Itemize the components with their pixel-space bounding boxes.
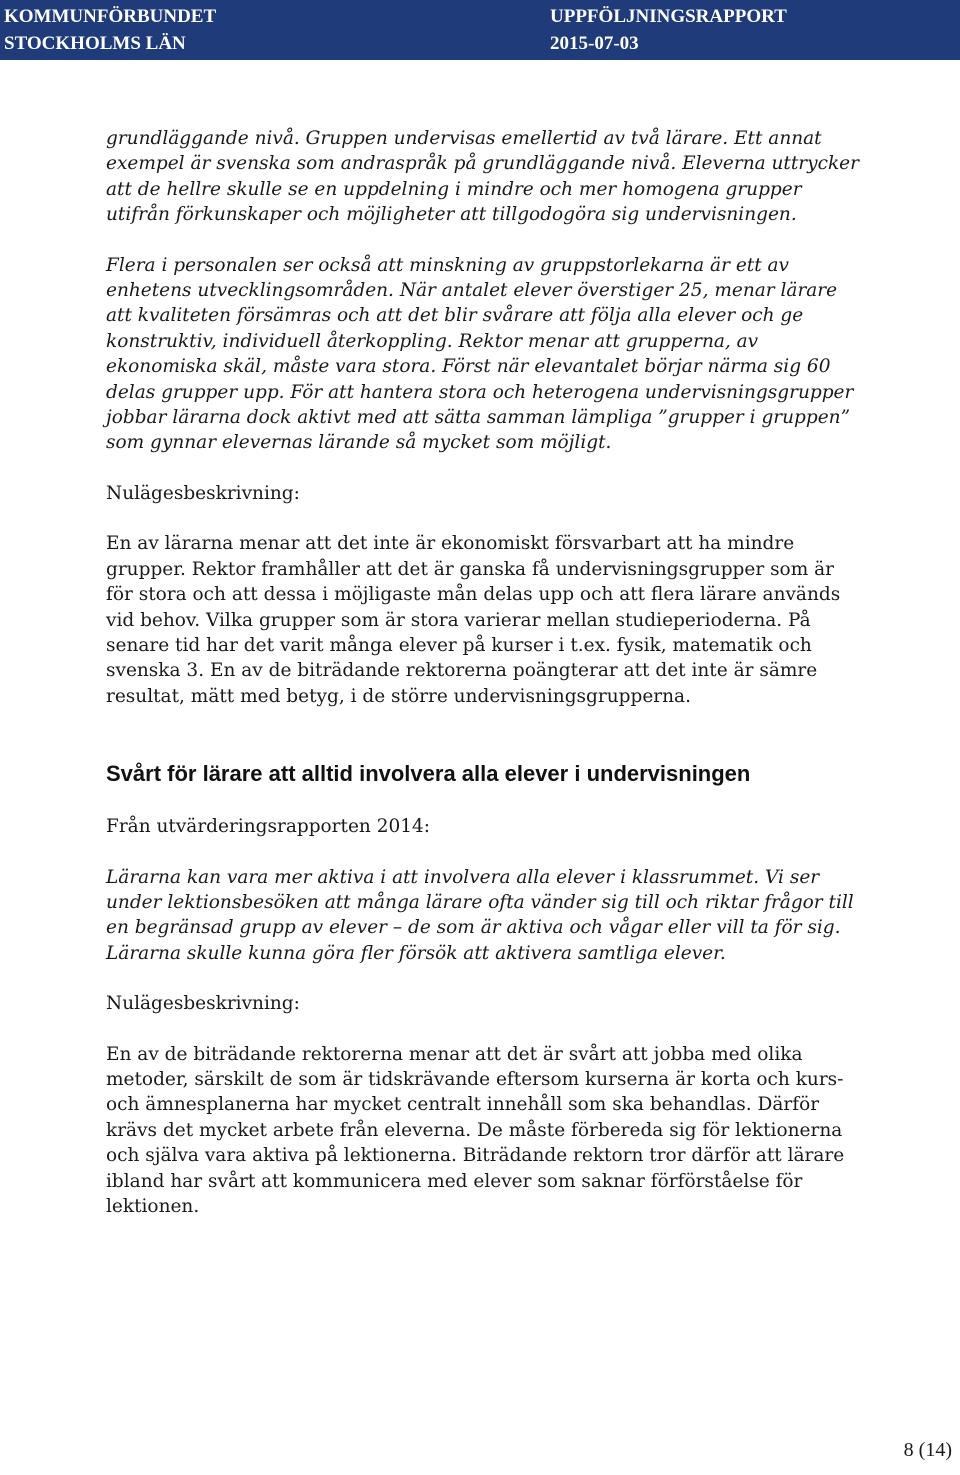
paragraph-evaluation-quote: Lärarna kan vara mer aktiva i att involvera alla elever i klassrummet. Vi ser under lektionsbesöken att många lärare ofta vänder sig till och riktar frågor till en begränsad grupp av elever – de som är aktiva och vågar eller vill ta för sig. Lärarna skulle kunna göra fler försök att aktivera samtliga elever. [106, 866, 854, 964]
report-date: 2015-07-03 [550, 33, 639, 54]
paragraph-group-size: Flera i personalen ser också att minskning av gruppstorlekarna är ett av enhetens utvecklingsområden. När antalet elever överstiger 25, menar lärare att kvaliteten försämras och att det blir svårare att följa alla elever och ge konstruktiv, individuell återkoppling. Rektor menar att grupperna, av ekonomiska skäl, måste vara stora. Först när elevantalet börjar närma sig 60 delas grupper upp. För att hantera stora och heterogena undervisningsgrupper jobbar lärarna dock aktivt med att sätta samman lämpliga ”grupper i gruppen” som gynnar elevernas lärande så mycket som möjligt. [106, 254, 854, 454]
header-organization [4, 3, 216, 57]
label-current-description-2: Nulägesbeskrivning: [106, 993, 300, 1015]
report-title: UPPFÖLJNINGSRAPPORT [550, 6, 787, 27]
page-number: 8 (14) [903, 1439, 952, 1461]
section-heading: Svårt för lärare att alltid involvera alla elever i undervisningen [106, 761, 751, 787]
header-report-info [550, 3, 787, 57]
org-name-line2: STOCKHOLMS LÄN [4, 33, 186, 54]
org-name-line1: KOMMUNFÖRBUNDET [4, 6, 217, 27]
paragraph-group-division: grundläggande nivå. Gruppen undervisas emellertid av två lärare. Ett annat exempel är svenska som andraspråk på grundläggande nivå. Eleverna uttrycker att de hellre skulle se en uppdelning i mindre och mer homogena grupper utifrån förkunskaper och möjligheter att tillgodogöra sig undervisningen. [106, 128, 859, 226]
page-header [0, 0, 960, 60]
paragraph-current-description-1: En av lärarna menar att det inte är ekonomiskt försvarbart att ha mindre grupper. Rektor framhåller att det är ganska få undervisningsgrupper som är för stora och att dessa i möjligaste mån delas upp och att flera lärare används vid behov. Vilka grupper som är stora varierar mellan studieperioderna. På senare tid har det varit många elever på kurser i t.ex. fysik, matematik och svenska 3. En av de biträdande rektorerna poängterar att det inte är sämre resultat, mätt med betyg, i de större undervisningsgrupperna. [106, 533, 841, 707]
label-evaluation-report: Från utvärderingsrapporten 2014: [106, 816, 431, 838]
paragraph-current-description-2: En av de biträdande rektorerna menar att det är svårt att jobba med olika metoder, särskilt de som är tidskrävande eftersom kurserna är korta och kurs- och ämnesplanerna har mycket centralt innehåll som ska behandlas. Därför krävs det mycket arbete från eleverna. De måste förbereda sig för lektionerna och själva vara aktiva på lektionerna. Biträdande rektorn tror därför att lärare ibland har svårt att kommunicera med elever som saknar förförståelse för lektionen. [106, 1043, 845, 1217]
document-body [106, 126, 866, 1219]
label-current-description-1: Nulägesbeskrivning: [106, 482, 300, 504]
